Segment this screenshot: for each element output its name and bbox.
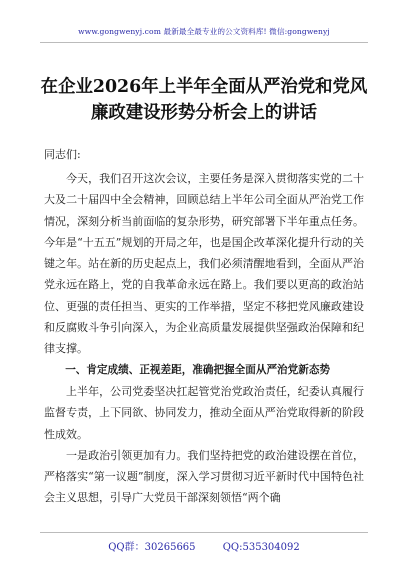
header-banner: www.gongwenyj.com 最新最全最专业的公文资料库! 微信:gongwenyj bbox=[78, 27, 330, 36]
intro-paragraph: 今天，我们召开这次会议，主要任务是深入贯彻落实党的二十大及二十届四中全会精神，回顾总结上半年公司全面从严治党工作情况，深刻分析当前面临的复杂形势，研究部署下半年重点任务。今年是“十五五”规划的开局之年，也是国企改革深化提升行动的关键之年。站在新的历史起点上，我们必须清醒地看到，全面从严治党永远在路上，党的自我革命永远在路上。我们要以更高的政治站位、更强的责任担当、更实的工作举措，坚定不移把党风廉政建设和反腐败斗争引向深入，为企业高质量发展提供坚强政治保障和纪律支撑。 bbox=[44, 172, 364, 356]
document-title: 在企业2026年上半年全面从严治党和党风廉政建设形势分析会上的讲话 bbox=[40, 77, 368, 123]
document-body bbox=[44, 168, 364, 509]
footer-qq-group: QQ群：30265665 bbox=[108, 542, 196, 553]
header-divider bbox=[40, 42, 368, 43]
footer-qq: QQ:535304092 bbox=[222, 542, 300, 553]
section-heading: 一、肯定成绩、正视差距，准确把握全面从严治党新态势 bbox=[65, 363, 331, 376]
section-paragraph: 上半年，公司党委坚决扛起管党治党政治责任，纪委认真履行监督专责，上下同欲、协同发力，推动全面从严治党取得新的阶段性成效。 bbox=[44, 384, 364, 441]
footer-banner bbox=[0, 538, 408, 553]
salutation: 同志们: bbox=[44, 148, 81, 161]
footer-divider bbox=[40, 532, 368, 533]
section-paragraph: 一是政治引领更加有力。我们坚持把党的政治建设摆在首位，严格落实“第一议题”制度，深入学习贯彻习近平新时代中国特色社会主义思想，引导广大党员干部深刻领悟“两个确 bbox=[44, 448, 364, 505]
